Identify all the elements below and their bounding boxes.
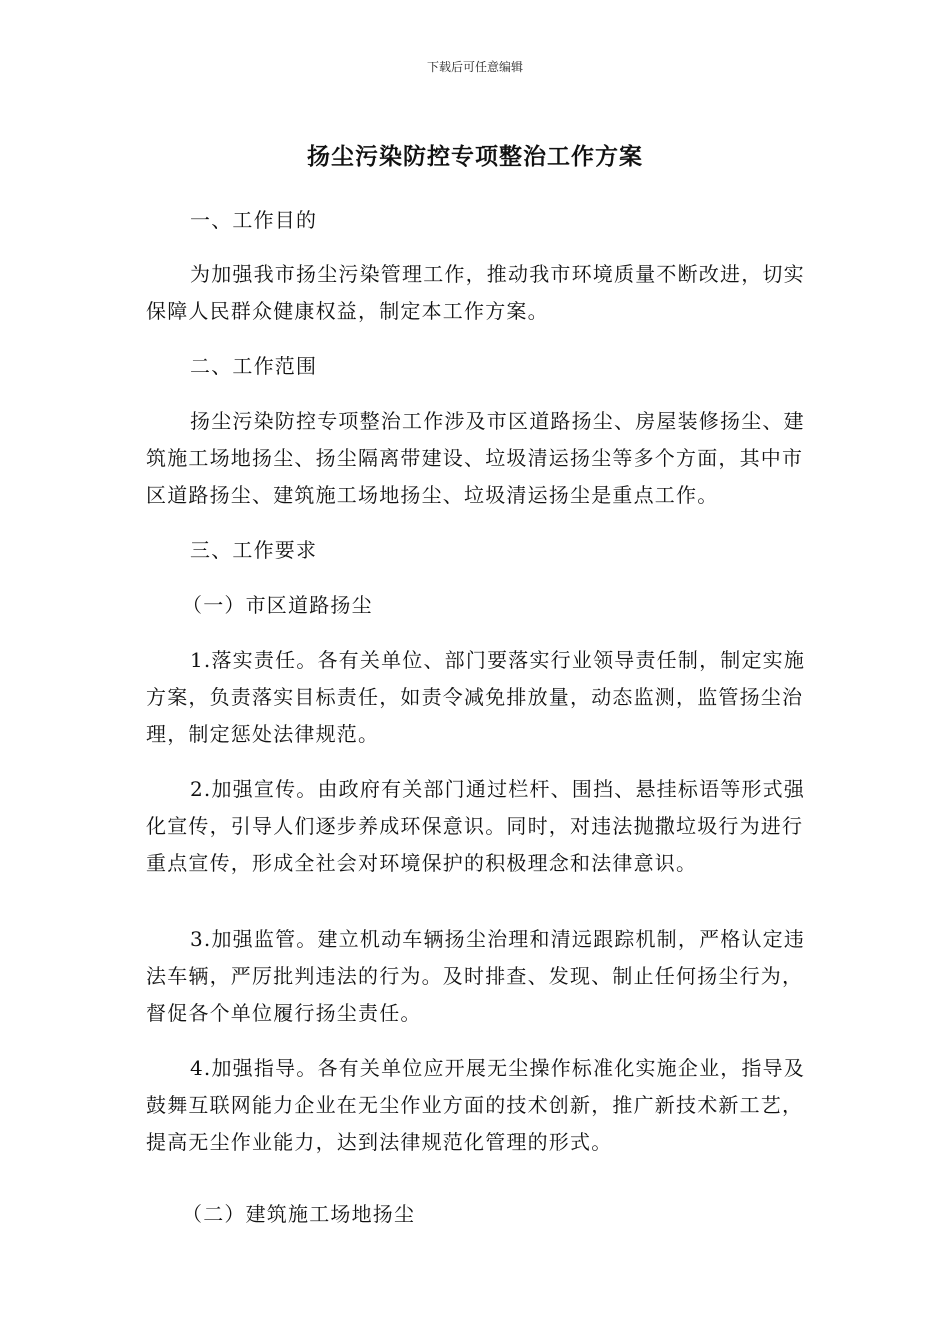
subsection-heading-construction-dust: （二）建筑施工场地扬尘 [182, 1202, 416, 1226]
paragraph-item-4: 4.加强指导。各有关单位应开展无尘操作标准化实施企业，指导及鼓舞互联网能力企业在无尘作业方面的技术创新，推广新技术新工艺，提高无尘作业能力，达到法律规范化管理的形式。 [146, 1056, 806, 1154]
paragraph-item-2: 2.加强宣传。由政府有关部门通过栏杆、围挡、悬挂标语等形式强化宣传，引导人们逐步养成环保意识。同时，对违法抛撒垃圾行为进行重点宣传，形成全社会对环境保护的积极理念和法律意识。 [146, 777, 806, 875]
paragraph-item-1: 1.落实责任。各有关单位、部门要落实行业领导责任制，制定实施方案，负责落实目标责任，如责令减免排放量，动态监测，监管扬尘治理，制定惩处法律规范。 [146, 648, 806, 746]
paragraph-purpose: 为加强我市扬尘污染管理工作，推动我市环境质量不断改进，切实保障人民群众健康权益，制定本工作方案。 [146, 262, 805, 323]
section-heading-purpose: 一、工作目的 [190, 208, 318, 232]
paragraph-item-3: 3.加强监管。建立机动车辆扬尘治理和清远跟踪机制，严格认定违法车辆，严厉批判违法的行为。及时排查、发现、制止任何扬尘行为，督促各个单位履行扬尘责任。 [146, 927, 806, 1025]
paragraph-scope: 扬尘污染防控专项整治工作涉及市区道路扬尘、房屋装修扬尘、建筑施工场地扬尘、扬尘隔离带建设、垃圾清运扬尘等多个方面，其中市区道路扬尘、建筑施工场地扬尘、垃圾清运扬尘是重点工作。 [146, 409, 805, 507]
section-heading-scope: 二、工作范围 [190, 354, 318, 378]
document-title: 扬尘污染防控专项整治工作方案 [307, 144, 643, 170]
subsection-heading-road-dust: （一）市区道路扬尘 [182, 593, 373, 617]
section-heading-requirements: 三、工作要求 [190, 538, 318, 562]
header-note: 下载后可任意编辑 [426, 60, 523, 74]
